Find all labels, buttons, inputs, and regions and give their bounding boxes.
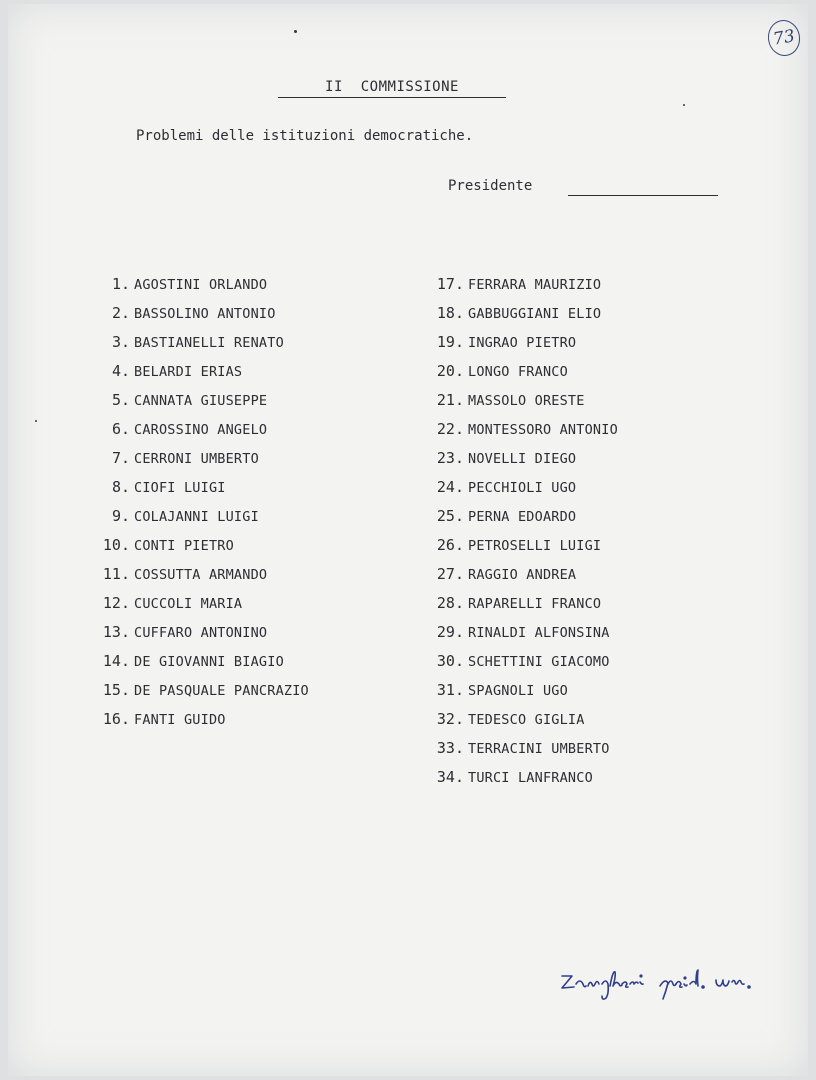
member-number: 3. bbox=[111, 333, 130, 351]
member-number: 24. bbox=[436, 478, 464, 496]
ink-speck bbox=[294, 30, 297, 33]
member-name: CAROSSINO ANGELO bbox=[134, 422, 268, 438]
member-name: MASSOLO ORESTE bbox=[468, 393, 585, 409]
member-row bbox=[426, 651, 618, 680]
members-list-right bbox=[426, 274, 618, 796]
member-number: 17. bbox=[436, 275, 464, 293]
member-row bbox=[92, 680, 309, 709]
handwritten-signature bbox=[556, 966, 776, 1006]
member-row bbox=[426, 709, 618, 738]
member-row bbox=[426, 332, 618, 361]
member-row bbox=[426, 477, 618, 506]
member-number: 15. bbox=[102, 681, 130, 699]
member-name: MONTESSORO ANTONIO bbox=[468, 422, 618, 438]
document-page bbox=[8, 4, 808, 1076]
member-row bbox=[426, 274, 618, 303]
member-row bbox=[426, 448, 618, 477]
member-number: 9. bbox=[111, 507, 130, 525]
member-number: 14. bbox=[102, 652, 130, 670]
member-name: PECCHIOLI UGO bbox=[468, 480, 577, 496]
member-number: 34. bbox=[436, 768, 464, 786]
ink-speck bbox=[683, 104, 685, 106]
member-name: INGRAO PIETRO bbox=[468, 335, 577, 351]
member-name: BELARDI ERIAS bbox=[134, 364, 243, 380]
member-number: 32. bbox=[436, 710, 464, 728]
member-row bbox=[92, 332, 309, 361]
member-row bbox=[426, 390, 618, 419]
member-number: 7. bbox=[111, 449, 130, 467]
member-name: CERRONI UMBERTO bbox=[134, 451, 259, 467]
member-name: TURCI LANFRANCO bbox=[468, 770, 593, 786]
member-number: 30. bbox=[436, 652, 464, 670]
member-row bbox=[92, 709, 309, 738]
member-name: CIOFI LUIGI bbox=[134, 480, 226, 496]
member-number: 1. bbox=[111, 275, 130, 293]
member-name: TERRACINI UMBERTO bbox=[468, 741, 610, 757]
member-name: CONTI PIETRO bbox=[134, 538, 234, 554]
member-number: 31. bbox=[436, 681, 464, 699]
member-name: CUCCOLI MARIA bbox=[134, 596, 243, 612]
member-number: 21. bbox=[436, 391, 464, 409]
member-name: COSSUTTA ARMANDO bbox=[134, 567, 268, 583]
member-number: 26. bbox=[436, 536, 464, 554]
member-row bbox=[92, 303, 309, 332]
member-number: 10. bbox=[102, 536, 130, 554]
member-name: CANNATA GIUSEPPE bbox=[134, 393, 268, 409]
member-number: 16. bbox=[102, 710, 130, 728]
member-row bbox=[426, 361, 618, 390]
member-row bbox=[92, 651, 309, 680]
page-number-circled: 73 bbox=[765, 17, 803, 58]
member-row bbox=[92, 274, 309, 303]
member-number: 33. bbox=[436, 739, 464, 757]
president-blank-line bbox=[568, 195, 718, 196]
member-row bbox=[426, 593, 618, 622]
ink-speck bbox=[35, 420, 37, 422]
member-row bbox=[92, 593, 309, 622]
member-row bbox=[426, 506, 618, 535]
member-name: DE PASQUALE PANCRAZIO bbox=[134, 683, 309, 699]
member-number: 19. bbox=[436, 333, 464, 351]
member-row bbox=[92, 564, 309, 593]
member-name: PERNA EDOARDO bbox=[468, 509, 577, 525]
member-row bbox=[426, 738, 618, 767]
member-number: 12. bbox=[102, 594, 130, 612]
member-number: 4. bbox=[111, 362, 130, 380]
member-number: 29. bbox=[436, 623, 464, 641]
member-row bbox=[92, 419, 309, 448]
member-name: BASSOLINO ANTONIO bbox=[134, 306, 276, 322]
member-name: LONGO FRANCO bbox=[468, 364, 568, 380]
member-number: 25. bbox=[436, 507, 464, 525]
member-row bbox=[92, 361, 309, 390]
member-name: TEDESCO GIGLIA bbox=[468, 712, 585, 728]
member-name: PETROSELLI LUIGI bbox=[468, 538, 602, 554]
member-row bbox=[426, 680, 618, 709]
member-name: COLAJANNI LUIGI bbox=[134, 509, 259, 525]
member-name: BASTIANELLI RENATO bbox=[134, 335, 284, 351]
member-number: 20. bbox=[436, 362, 464, 380]
member-row bbox=[92, 506, 309, 535]
member-row bbox=[426, 564, 618, 593]
member-name: GABBUGGIANI ELIO bbox=[468, 306, 602, 322]
member-number: 18. bbox=[436, 304, 464, 322]
member-name: DE GIOVANNI BIAGIO bbox=[134, 654, 284, 670]
member-row bbox=[426, 535, 618, 564]
member-name: RAGGIO ANDREA bbox=[468, 567, 577, 583]
member-name: AGOSTINI ORLANDO bbox=[134, 277, 268, 293]
member-row bbox=[426, 419, 618, 448]
member-name: FANTI GUIDO bbox=[134, 712, 226, 728]
member-number: 2. bbox=[111, 304, 130, 322]
member-name: RAPARELLI FRANCO bbox=[468, 596, 602, 612]
member-name: FERRARA MAURIZIO bbox=[468, 277, 602, 293]
member-number: 6. bbox=[111, 420, 130, 438]
member-number: 28. bbox=[436, 594, 464, 612]
member-name: SPAGNOLI UGO bbox=[468, 683, 568, 699]
president-label: Presidente bbox=[448, 178, 533, 194]
member-name: CUFFARO ANTONINO bbox=[134, 625, 268, 641]
commission-subtitle: Problemi delle istituzioni democratiche. bbox=[136, 128, 474, 144]
member-row bbox=[92, 390, 309, 419]
member-number: 27. bbox=[436, 565, 464, 583]
member-name: SCHETTINI GIACOMO bbox=[468, 654, 610, 670]
member-number: 23. bbox=[436, 449, 464, 467]
member-row bbox=[92, 535, 309, 564]
member-number: 22. bbox=[436, 420, 464, 438]
member-number: 8. bbox=[111, 478, 130, 496]
member-row bbox=[426, 303, 618, 332]
member-row bbox=[426, 622, 618, 651]
member-row bbox=[426, 767, 618, 796]
members-list-left bbox=[92, 274, 309, 738]
commission-heading: II COMMISSIONE bbox=[278, 79, 506, 98]
member-number: 11. bbox=[102, 565, 130, 583]
member-name: RINALDI ALFONSINA bbox=[468, 625, 610, 641]
member-name: NOVELLI DIEGO bbox=[468, 451, 577, 467]
member-number: 5. bbox=[111, 391, 130, 409]
member-row bbox=[92, 622, 309, 651]
member-row bbox=[92, 448, 309, 477]
member-row bbox=[92, 477, 309, 506]
member-number: 13. bbox=[102, 623, 130, 641]
